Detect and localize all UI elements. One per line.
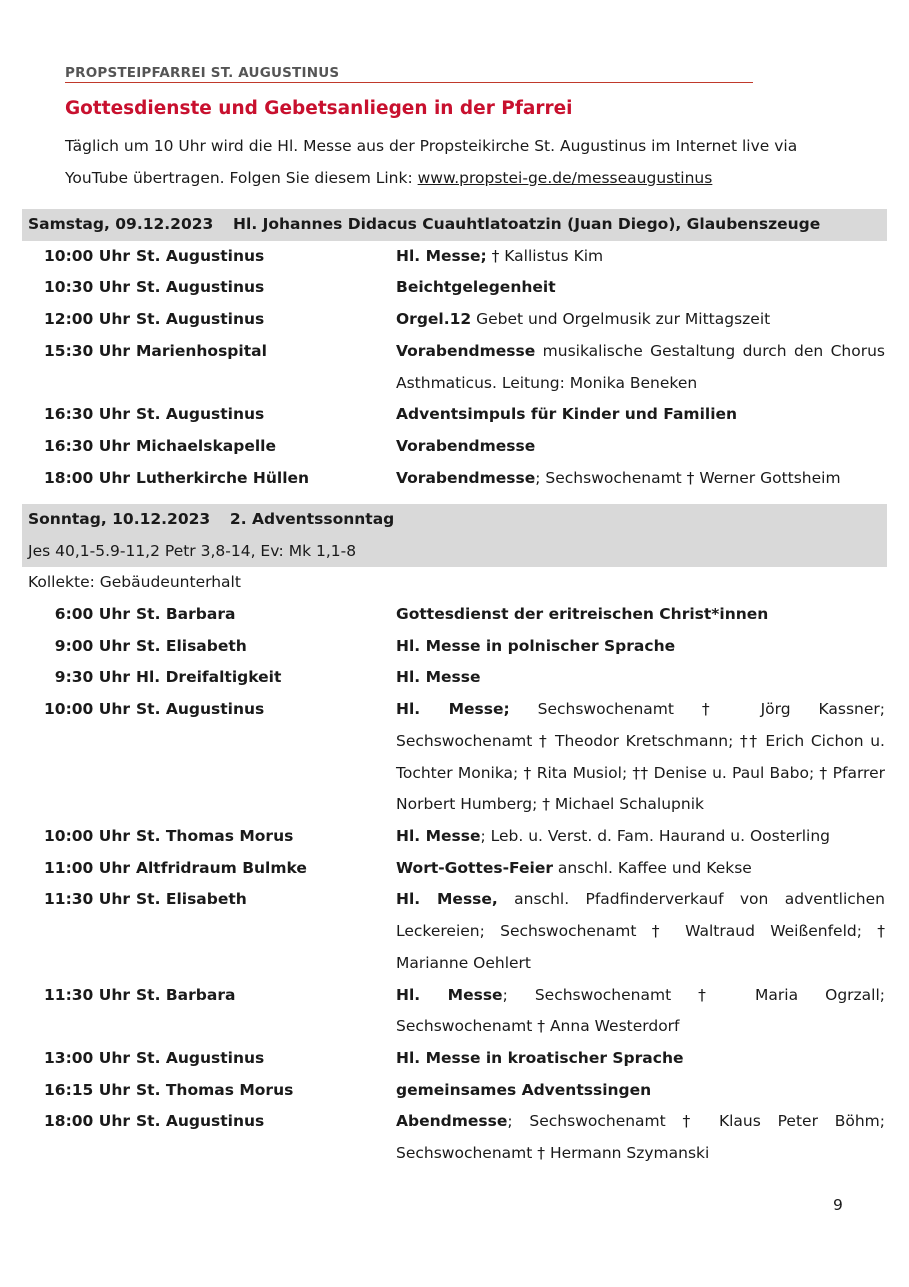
sunday-readings: Jes 40,1-5.9-11,2 Petr 3,8-14, Ev: Mk 1,1-8 [22, 536, 887, 568]
service-description [396, 1075, 885, 1107]
service-location: St. Thomas Morus [136, 1080, 294, 1099]
service-title: Orgel.12 [396, 310, 472, 329]
intro-text: Täglich um 10 Uhr wird die Hl. Messe aus der Propsteikirche St. Augustinus im Internet live via YouTube übertragen. Folgen Sie diesem Link: [65, 137, 798, 187]
service-details: Gebet und Orgelmusik zur Mittagszeit [471, 310, 771, 329]
service-details: † Kallistus Kim [486, 246, 604, 265]
service-description [396, 821, 885, 853]
schedule-row [22, 599, 887, 631]
service-title: Abendmesse [396, 1112, 508, 1131]
service-description [396, 662, 885, 694]
sunday-day-header [22, 504, 887, 536]
service-description [396, 399, 885, 431]
service-description [396, 694, 885, 821]
saturday-schedule [22, 241, 887, 495]
service-title: Gottesdienst der eritreischen Christ*innen [396, 605, 769, 624]
service-location: Michaelskapelle [136, 436, 276, 455]
service-location: St. Elisabeth [136, 890, 247, 909]
service-description [396, 304, 885, 336]
service-title: Wort-Gottes-Feier [396, 858, 553, 877]
livestream-link[interactable]: www.propstei-ge.de/messeaugustinus [417, 168, 713, 187]
service-title: Vorabendmesse [396, 436, 536, 455]
service-location: St. Elisabeth [136, 636, 247, 655]
sunday-schedule [22, 599, 887, 1170]
service-title: gemeinsames Adventssingen [396, 1080, 652, 1099]
schedule-row [22, 431, 887, 463]
service-location: St. Augustinus [136, 1048, 265, 1067]
service-time: 13:00 Uhr [44, 1048, 130, 1067]
service-location: St. Augustinus [136, 310, 265, 329]
service-details: ; Sechswochenamt † Werner Gottsheim [535, 468, 841, 487]
service-location: St. Augustinus [136, 405, 265, 424]
schedule-row [22, 1043, 887, 1075]
service-title: Hl. Messe; [396, 246, 487, 265]
service-location: St. Augustinus [136, 1112, 265, 1131]
service-description [396, 980, 885, 1043]
service-details: Sechswochenamt † Jörg Kassner; Sechswochenamt † Theodor Kretschmann; †† Erich Cichon u. Tochter Monika; † Rita Musiol; †† Denise u. Paul Babo; † Pfarrer Norbert Humberg; † Michael Schalupnik [396, 700, 885, 814]
schedule-row [22, 304, 887, 336]
saturday-section [22, 209, 887, 494]
service-location: St. Augustinus [136, 700, 265, 719]
service-title: Hl. Messe in kroatischer Sprache [396, 1048, 684, 1067]
schedule-row [22, 336, 887, 399]
service-time: 10:00 Uhr [44, 246, 130, 265]
intro-paragraph [65, 131, 855, 194]
service-location: St. Barbara [136, 605, 236, 624]
service-description [396, 1106, 885, 1169]
service-location: St. Barbara [136, 985, 236, 1004]
service-title: Hl. Messe [396, 668, 481, 687]
schedule-row [22, 631, 887, 663]
schedule-row [22, 399, 887, 431]
service-description [396, 853, 885, 885]
schedule-row [22, 980, 887, 1043]
sunday-feast: 2. Adventssonntag [229, 510, 395, 528]
service-description [396, 1043, 885, 1075]
service-description [396, 599, 885, 631]
service-location: St. Augustinus [136, 278, 265, 297]
service-description [396, 336, 885, 399]
service-description [396, 272, 885, 304]
page-header [65, 62, 753, 83]
service-title: Hl. Messe [396, 985, 503, 1004]
service-time: 15:30 Uhr [44, 341, 130, 360]
saturday-day-header [22, 209, 887, 241]
service-time: 18:00 Uhr [44, 468, 130, 487]
sunday-date: Sonntag, 10.12.2023 [28, 510, 211, 528]
service-title: Vorabendmesse [396, 468, 536, 487]
service-title: Vorabendmesse [396, 341, 536, 360]
service-time: 16:30 Uhr [44, 405, 130, 424]
service-details: ; Leb. u. Verst. d. Fam. Haurand u. Oosterling [480, 826, 830, 845]
service-time: 10:00 Uhr [44, 826, 130, 845]
schedule-row [22, 853, 887, 885]
saturday-date: Samstag, 09.12.2023 [28, 215, 214, 233]
service-time: 9:30 Uhr [54, 668, 130, 687]
service-time: 12:00 Uhr [44, 310, 130, 329]
service-time: 10:30 Uhr [44, 278, 130, 297]
service-details: anschl. Pfadfinderverkauf von adventlichen Leckereien; Sechswochenamt † Waltraud Weißenfeld; † Marianne Oehlert [396, 890, 885, 972]
service-time: 6:00 Uhr [54, 605, 130, 624]
service-title: Hl. Messe [396, 826, 481, 845]
service-description [396, 631, 885, 663]
parish-name: PROPSTEIPFARREI ST. AUGUSTINUS [65, 65, 340, 81]
sunday-section [22, 504, 887, 1170]
schedule-row [22, 463, 887, 495]
schedule-row [22, 241, 887, 273]
service-location: St. Augustinus [136, 246, 265, 265]
service-title: Adventsimpuls für Kinder und Familien [396, 405, 738, 424]
service-details: musikalische Gestaltung durch den Chorus Asthmaticus. Leitung: Monika Beneken [396, 341, 885, 392]
schedule-row [22, 884, 887, 979]
service-title: Hl. Messe in polnischer Sprache [396, 636, 676, 655]
service-location: Marienhospital [136, 341, 267, 360]
schedule-row [22, 662, 887, 694]
service-location: Lutherkirche Hüllen [136, 468, 310, 487]
schedule-row [22, 1106, 887, 1169]
service-time: 11:30 Uhr [44, 985, 130, 1004]
schedule-row [22, 272, 887, 304]
saturday-feast: Hl. Johannes Didacus Cuauhtlatoatzin (Juan Diego), Glaubenszeuge [233, 215, 821, 233]
service-title: Hl. Messe, [396, 890, 498, 909]
service-time: 11:00 Uhr [44, 858, 130, 877]
service-time: 16:15 Uhr [44, 1080, 130, 1099]
service-time: 16:30 Uhr [44, 436, 130, 455]
schedule-row [22, 821, 887, 853]
sunday-collection: Kollekte: Gebäudeunterhalt [28, 573, 241, 592]
service-location: Altfridraum Bulmke [136, 858, 307, 877]
service-description [396, 431, 885, 463]
service-title: Beichtgelegenheit [396, 278, 556, 297]
service-description [396, 463, 885, 495]
page-number: 9 [833, 1196, 843, 1214]
service-details: anschl. Kaffee und Kekse [552, 858, 752, 877]
service-time: 11:30 Uhr [44, 890, 130, 909]
schedule-row [22, 1075, 887, 1107]
service-description [396, 241, 885, 273]
service-details: ; Sechswochenamt † Klaus Peter Böhm; Sechswochenamt † Hermann Szymanski [396, 1112, 885, 1163]
schedule-row [22, 694, 887, 821]
service-time: 18:00 Uhr [44, 1112, 130, 1131]
service-description [396, 884, 885, 979]
service-location: Hl. Dreifaltigkeit [136, 668, 282, 687]
service-time: 9:00 Uhr [54, 636, 130, 655]
service-title: Hl. Messe; [396, 700, 510, 719]
service-details: ; Sechswochenamt † Maria Ogrzall; Sechswochenamt † Anna Westerdorf [396, 985, 885, 1036]
service-location: St. Thomas Morus [136, 826, 294, 845]
page-title: Gottesdienste und Gebetsanliegen in der Pfarrei [65, 98, 573, 119]
service-time: 10:00 Uhr [44, 700, 130, 719]
